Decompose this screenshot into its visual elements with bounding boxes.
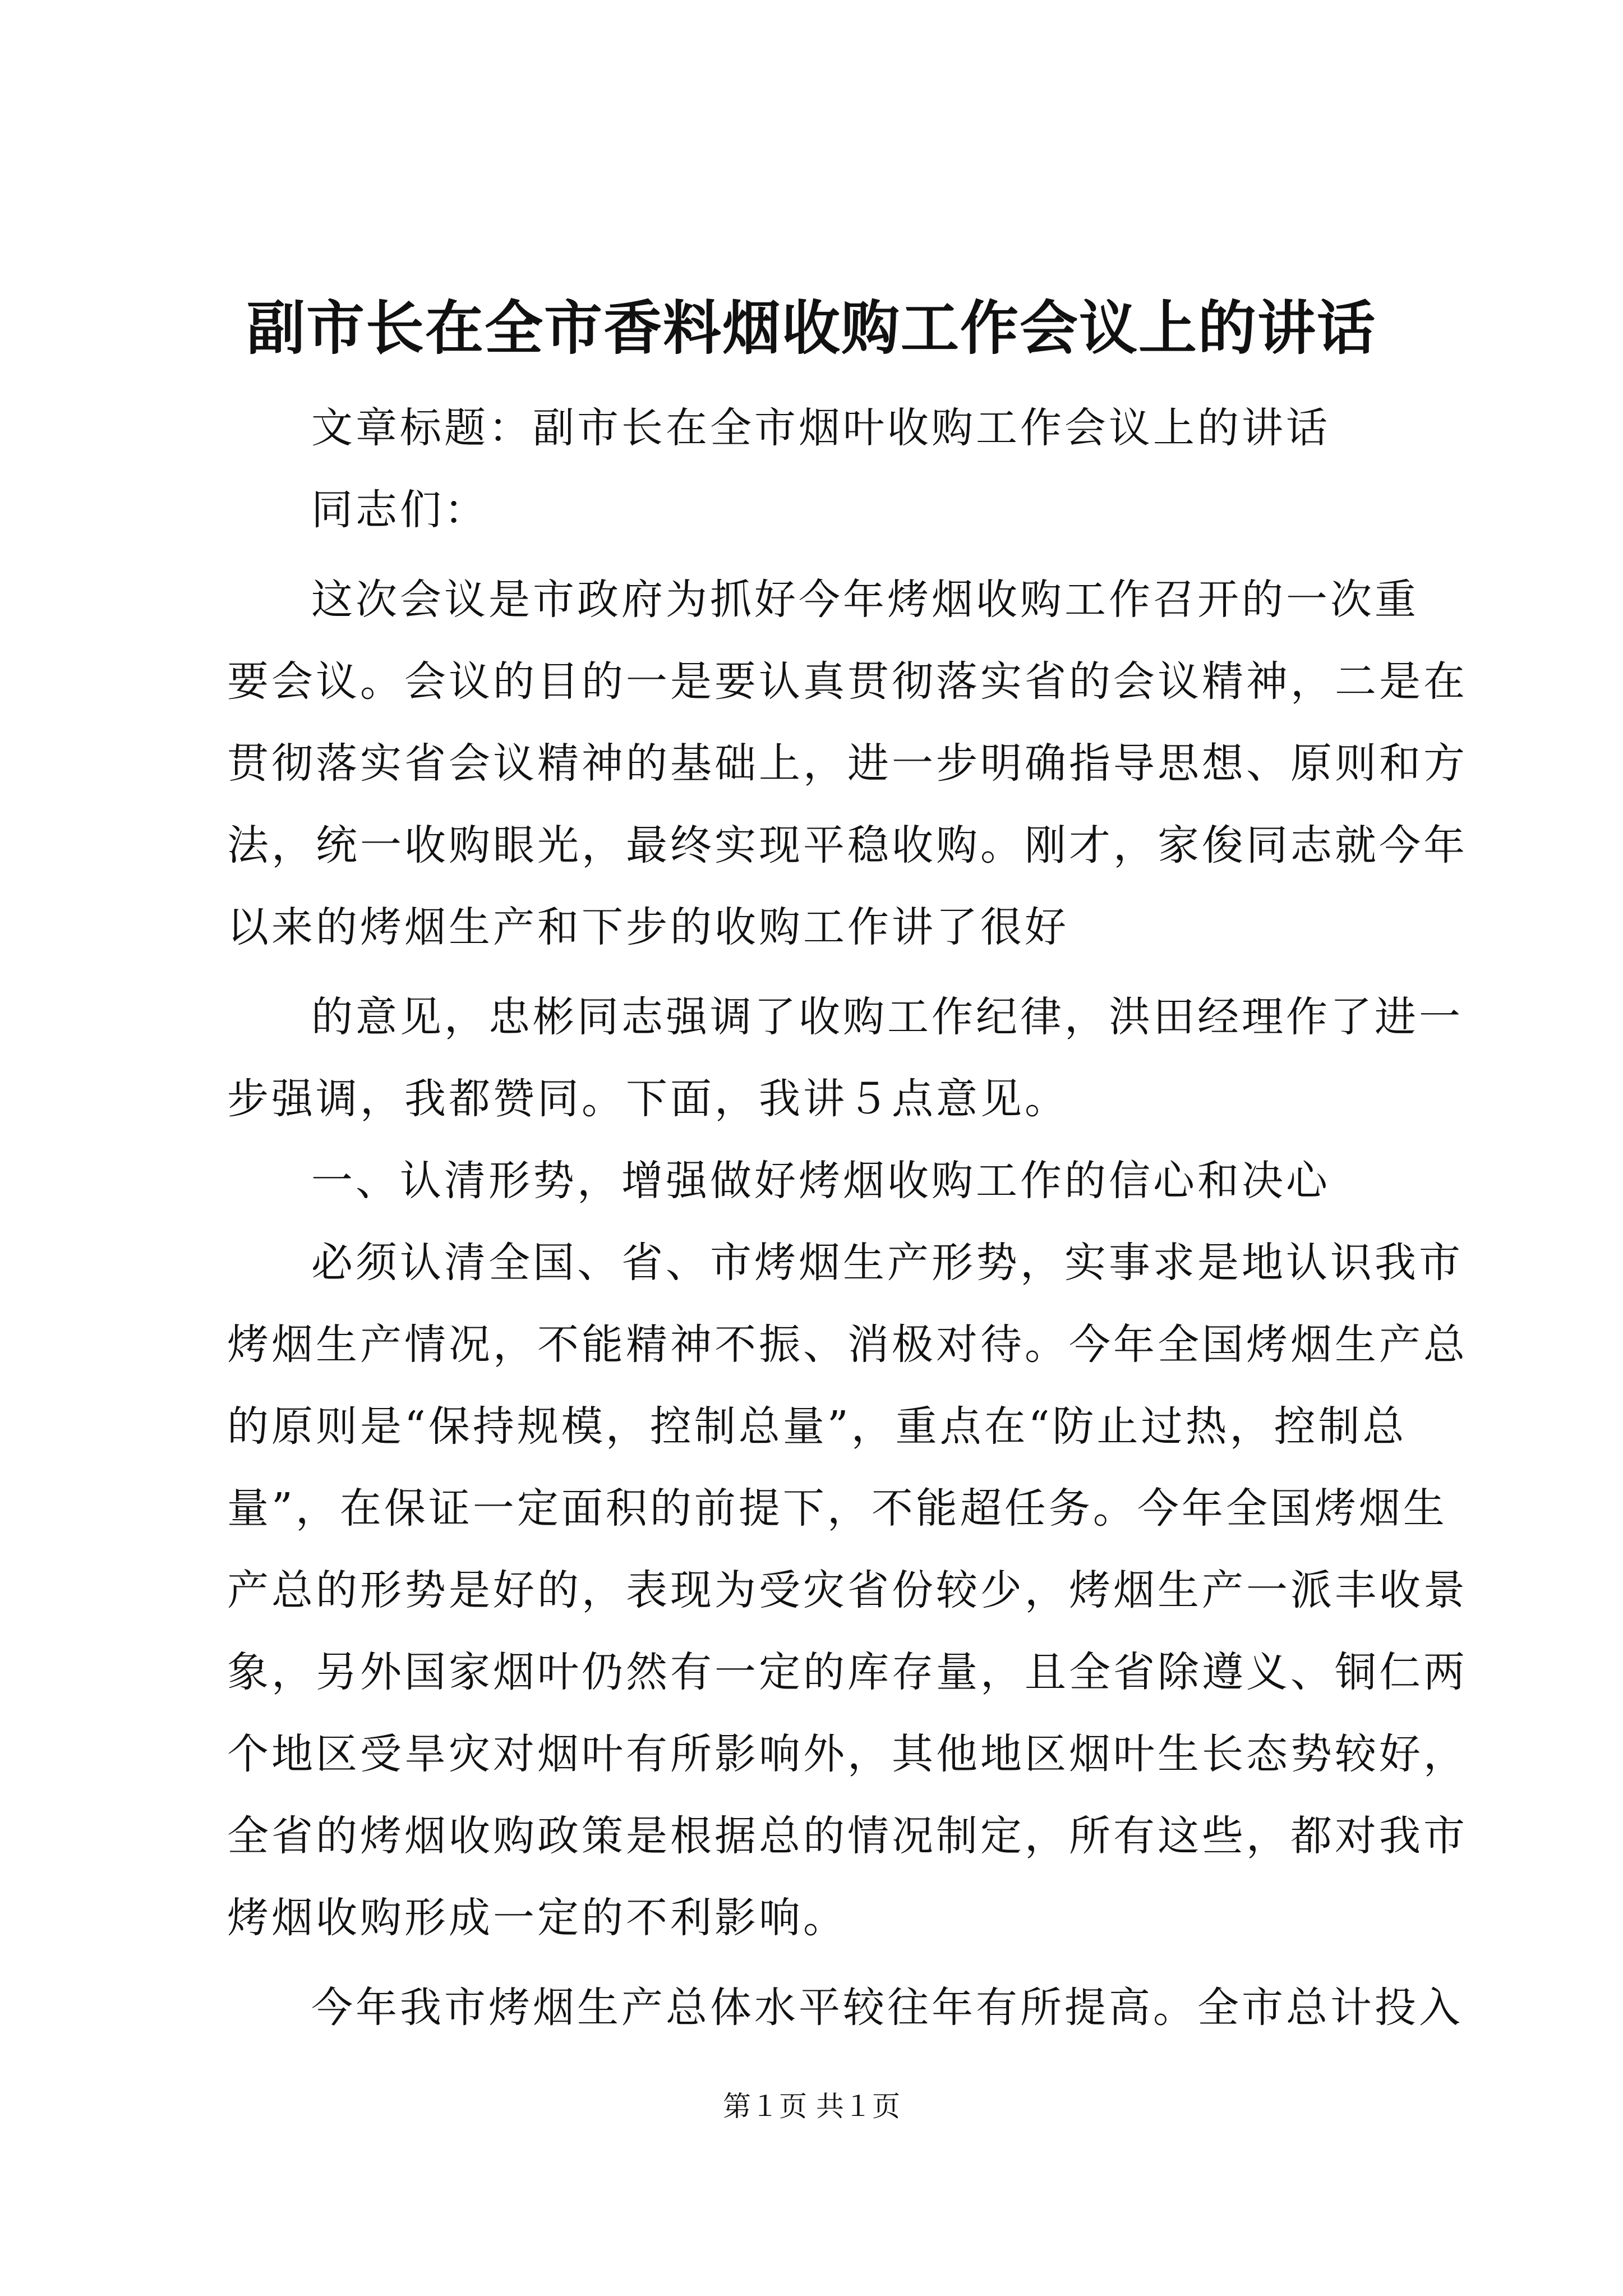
paragraph-line: 的原则是“保持规模，控制总量”，重点在“防止过热，控制总 (227, 1402, 1407, 1451)
page-footer: 第１页 共１页 (723, 2090, 900, 2123)
article-title-line: 文章标题：副市长在全市烟叶收购工作会议上的讲话 (311, 404, 1330, 452)
paragraph-line: 贯彻落实省会议精神的基础上，进一步明确指导思想、原则和方 (227, 739, 1468, 788)
salutation-line: 同志们： (311, 486, 488, 534)
paragraph-line: 象，另外国家烟叶仍然有一定的库存量，且全省除遵义、铜仁两 (227, 1648, 1468, 1696)
document-body (227, 387, 1468, 2049)
paragraph-line: 量”，在保证一定面积的前提下，不能超任务。今年全国烤烟生 (227, 1484, 1447, 1533)
paragraph-line: 要会议。会议的目的一是要认真贯彻落实省的会议精神，二是在 (227, 657, 1468, 706)
paragraph-line: 产总的形势是好的，表现为受灾省份较少，烤烟生产一派丰收景 (227, 1566, 1468, 1614)
paragraph-line: 这次会议是市政府为抓好今年烤烟收购工作召开的一次重 (311, 576, 1419, 624)
page-title: 副市长在全市香料烟收购工作会议上的讲话 (246, 293, 1376, 362)
paragraph-line: 必须认清全国、省、市烤烟生产形势，实事求是地认识我市 (311, 1239, 1463, 1287)
paragraph-line: 烤烟生产情况，不能精神不振、消极对待。今年全国烤烟生产总 (227, 1320, 1468, 1369)
paragraph-line: 以来的烤烟生产和下步的收购工作讲了很好 (227, 903, 1069, 951)
paragraph-line: 的意见，忠彬同志强调了收购工作纪律，洪田经理作了进一 (311, 993, 1463, 1041)
paragraph-line: 今年我市烤烟生产总体水平较往年有所提高。全市总计投入 (311, 1984, 1463, 2032)
paragraph-line: 个地区受旱灾对烟叶有所影响外，其他地区烟叶生长态势较好， (227, 1730, 1468, 1778)
paragraph-line: 全省的烤烟收购政策是根据总的情况制定，所有这些，都对我市 (227, 1812, 1468, 1860)
paragraph-line: 步强调，我都赞同。下面，我讲５点意见。 (227, 1075, 1069, 1123)
section-heading: 一、认清形势，增强做好烤烟收购工作的信心和决心 (311, 1157, 1330, 1205)
paragraph-line: 法，统一收购眼光，最终实现平稳收购。刚才，家俊同志就今年 (227, 821, 1468, 869)
paragraph-line: 烤烟收购形成一定的不利影响。 (227, 1894, 847, 1942)
